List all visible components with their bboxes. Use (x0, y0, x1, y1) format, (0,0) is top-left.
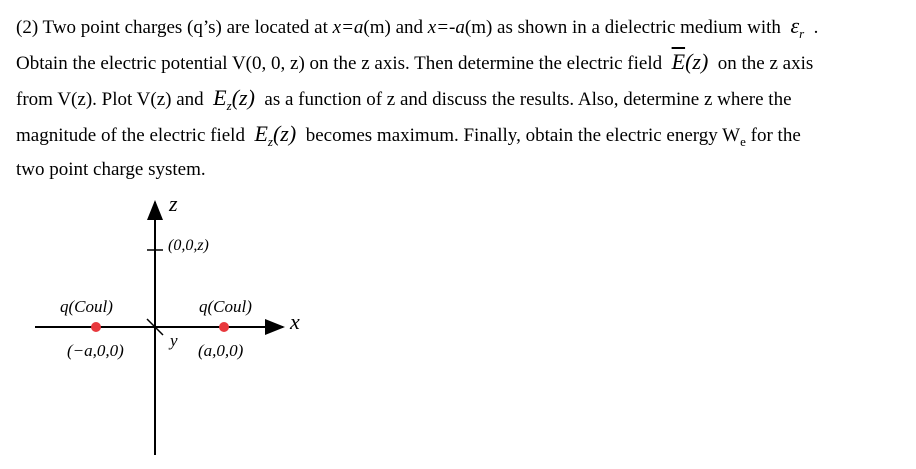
text-segment: magnitude of the electric field (16, 125, 245, 146)
x-eq-neg-a: x=-a (427, 17, 465, 38)
text-segment: (m) and (363, 17, 428, 38)
text-segment: from V(z). Plot V(z) and (16, 89, 204, 110)
problem-line-5: two point charge system. (16, 159, 206, 180)
left-charge-label: q(Coul) (60, 297, 113, 316)
field-argument: (z) (685, 49, 709, 74)
text-segment: on the z axis (717, 53, 814, 74)
text-segment: as a function of z and discuss the results. Also, determine z where the (264, 89, 792, 110)
ez-argument: (z) (272, 121, 297, 146)
ez-argument: (z) (231, 85, 255, 110)
text-segment: . (813, 17, 819, 38)
right-charge-dot (219, 322, 229, 332)
x-eq-a: x=a (332, 17, 364, 38)
text-segment: (m) as shown in a dielectric medium with (464, 17, 781, 38)
we-subscript: e (740, 134, 746, 149)
z-point-label: (0,0,z) (168, 237, 209, 254)
text-segment: Obtain the electric potential V(0, 0, z) on the z axis. Then determine the electric field (16, 53, 663, 74)
y-axis-label: y (170, 331, 178, 350)
ez-symbol: E (213, 85, 227, 110)
right-charge-label: q(Coul) (199, 297, 252, 316)
text-segment: becomes maximum. Finally, obtain the electric energy W (305, 125, 741, 146)
epsilon-symbol: ε (790, 13, 800, 38)
epsilon-subscript: r (799, 26, 805, 41)
z-axis-label: z (169, 191, 178, 216)
left-coordinate-label: (−a,0,0) (67, 341, 124, 360)
field-vector-symbol: $\overline{E}$ (671, 49, 686, 74)
ez-subscript: z (226, 98, 232, 113)
x-axis-label: x (290, 309, 300, 334)
left-charge-dot (91, 322, 101, 332)
text-segment: for the (750, 125, 801, 146)
ez-subscript: z (267, 134, 273, 149)
right-coordinate-label: (a,0,0) (198, 341, 244, 360)
ez-symbol: E (254, 121, 268, 146)
text-segment: (2) Two point charges (q’s) are located at (16, 17, 333, 38)
